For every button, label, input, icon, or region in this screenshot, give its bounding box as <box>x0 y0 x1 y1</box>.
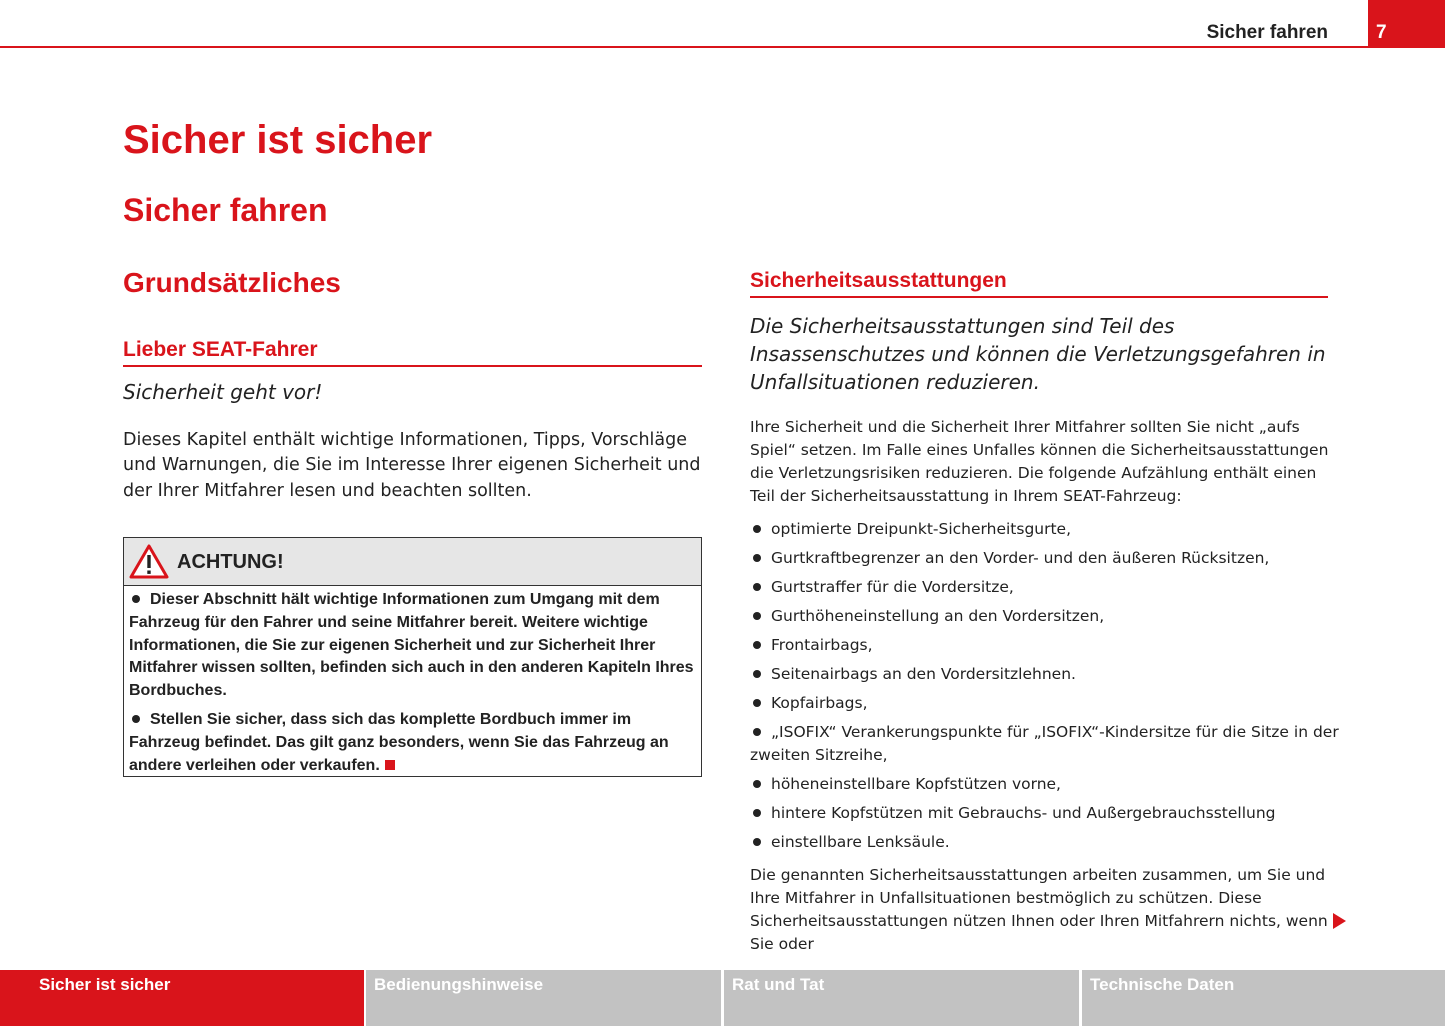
warning-header <box>124 538 701 586</box>
outro-text-right: Die genannten Sicherheitsausstattungen arbeiten zusammen, um Sie und Ihre Mitfahrer in Unfallsituationen bestmöglich zu schützen. Diese Sicherheitsausstattungen nützen Ihnen oder Ihren Mitfahrern nichts, wenn Sie oder <box>750 866 1328 953</box>
bullet-icon <box>753 612 761 620</box>
bullet-icon <box>753 780 761 788</box>
tab-technische-daten[interactable]: Technische Daten <box>1082 970 1445 1026</box>
running-header: Sicher fahren <box>1206 22 1328 43</box>
header-rule <box>0 46 1368 48</box>
warning-item: Dieser Abschnitt hält wichtige Informationen zum Umgang mit dem Fahrzeug für den Fahrer und seine Mitfahrer bereit. Weitere wichtige Informationen, die Sie zur eigenen Sicherheit und zur Sicherheit Ihrer Mitfahrer wissen sollten, befinden sich auch in den anderen Kapiteln Ihres Bordbuches. <box>129 591 694 700</box>
bullet-icon <box>753 699 761 707</box>
tab-sicher-ist-sicher[interactable]: Sicher ist sicher <box>0 970 364 1026</box>
bullet-icon <box>753 670 761 678</box>
safety-equipment-list <box>750 518 1340 860</box>
tab-bedienungshinweise[interactable]: Bedienungshinweise <box>366 970 721 1026</box>
list-item: Gurthöheneinstellung an den Vordersitzen, <box>750 605 1340 628</box>
intro-text-right: Ihre Sicherheit und die Sicherheit Ihrer Mitfahrer sollten Sie nicht „aufs Spiel“ setzen. Im Falle eines Unfalles können die Sicherheitsausstattungen die Verletzungsrisiken reduzieren. Die folgende Aufzählung enthält einen Teil der Sicherheitsausstattung in Ihrem SEAT-Fahrzeug: <box>750 418 1329 505</box>
bullet-icon <box>753 641 761 649</box>
lead-text-right: Die Sicherheitsausstattungen sind Teil des Insassenschutzes und können die Verletzungsgefahren in Unfallsituationen reduzieren. <box>750 314 1326 394</box>
list-item: Gurtstraffer für die Vordersitze, <box>750 576 1340 599</box>
chapter-tabs <box>0 970 1445 1026</box>
topic-heading-left: Lieber SEAT-Fahrer <box>123 338 702 367</box>
list-item: Seitenairbags an den Vordersitzlehnen. <box>750 663 1340 686</box>
bullet-icon <box>753 728 761 736</box>
subsection-heading: Grundsätzliches <box>123 267 341 298</box>
list-item: Gurtkraftbegrenzer an den Vorder- und den äußeren Rücksitzen, <box>750 547 1340 570</box>
bullet-icon <box>753 525 761 533</box>
warning-box <box>123 537 702 777</box>
chapter-title: Sicher ist sicher <box>123 118 433 162</box>
bullet-icon <box>132 595 140 603</box>
topic-heading-right: Sicherheitsausstattungen <box>750 269 1328 298</box>
page-number: 7 <box>1376 22 1387 43</box>
warning-title: ACHTUNG! <box>177 551 284 573</box>
bullet-icon <box>753 838 761 846</box>
list-item: Frontairbags, <box>750 634 1340 657</box>
bullet-icon <box>753 583 761 591</box>
list-item: „ISOFIX“ Verankerungspunkte für „ISOFIX“-Kindersitze für die Sitze in der zweiten Sitzreihe, <box>750 723 1339 764</box>
list-item: Kopfairbags, <box>750 692 1340 715</box>
warning-body <box>124 586 701 777</box>
warning-item: Stellen Sie sicher, dass sich das komplette Bordbuch immer im Fahrzeug befindet. Das gilt ganz besonders, wenn Sie das Fahrzeug an andere verleihen oder verkaufen. <box>129 710 669 774</box>
bullet-icon <box>753 809 761 817</box>
bullet-icon <box>132 715 140 723</box>
end-of-section-icon <box>385 760 395 770</box>
list-item: hintere Kopfstützen mit Gebrauchs- und Außergebrauchsstellung <box>750 802 1340 825</box>
list-item: einstellbare Lenksäule. <box>750 831 1340 854</box>
section-title: Sicher fahren <box>123 192 328 228</box>
lead-text-left: Sicherheit geht vor! <box>123 380 323 404</box>
warning-triangle-icon <box>129 544 169 580</box>
continue-arrow-icon[interactable] <box>1333 913 1346 929</box>
list-item: höheneinstellbare Kopfstützen vorne, <box>750 773 1340 796</box>
list-item: optimierte Dreipunkt-Sicherheitsgurte, <box>750 518 1340 541</box>
tab-rat-und-tat[interactable]: Rat und Tat <box>724 970 1079 1026</box>
body-text-left: Dieses Kapitel enthält wichtige Informationen, Tipps, Vorschläge und Warnungen, die Sie im Interesse Ihrer eigenen Sicherheit und der Ihrer Mitfahrer lesen und beachten sollten. <box>123 430 701 501</box>
bullet-icon <box>753 554 761 562</box>
